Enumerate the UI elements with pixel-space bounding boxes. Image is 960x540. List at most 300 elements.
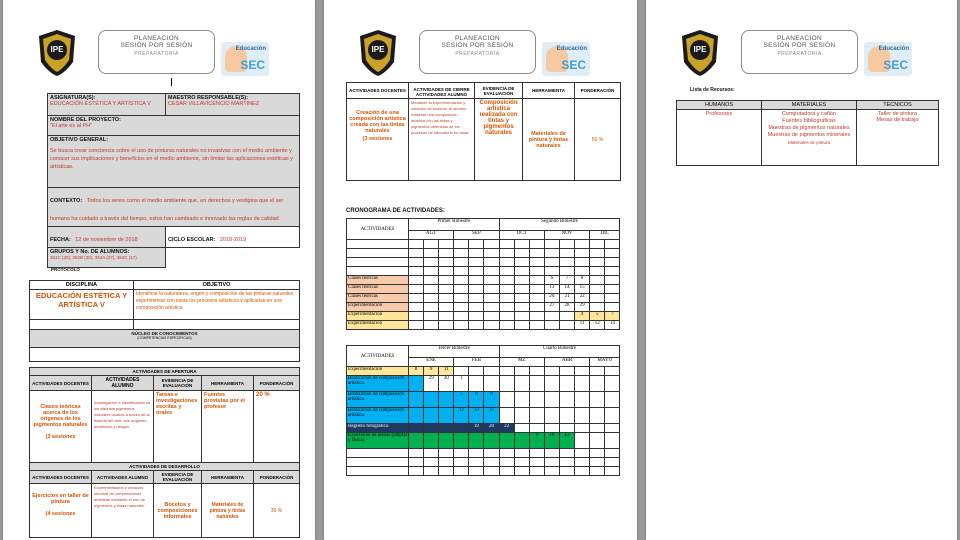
grid-cell — [590, 267, 605, 276]
grid-cell — [409, 449, 424, 458]
header-level: PREPARATORIA — [777, 51, 822, 57]
grid-cell — [439, 303, 454, 312]
grid-cell: 11 — [439, 367, 454, 376]
grid-cell — [409, 433, 424, 449]
grid-cell — [424, 249, 439, 258]
grid-cell — [439, 408, 454, 424]
desarrollo-ponderacion: 30 % — [254, 484, 300, 538]
grid-cell — [469, 249, 484, 258]
sec-logo-text: Educación — [878, 46, 909, 52]
grid-empty-row — [347, 249, 620, 258]
cierre-docente: Creación de una composición artística creada con las tintas naturales — [349, 110, 406, 134]
asignatura-label: ASIGNATURA(S): — [50, 95, 96, 101]
apertura-table — [29, 367, 300, 538]
document-page-3 — [646, 0, 957, 540]
grid-cell — [347, 467, 409, 476]
grid-cell — [454, 240, 469, 249]
grid-cell — [409, 276, 424, 285]
grid-cell — [499, 408, 514, 424]
humanos-item: Profesores — [705, 111, 733, 117]
grid-cell — [347, 267, 409, 276]
grid-cell — [484, 258, 499, 267]
grid-cell — [529, 258, 544, 267]
grid-cell — [424, 408, 439, 424]
grid-cell — [469, 276, 484, 285]
grid-cell — [439, 458, 454, 467]
grid-cell — [590, 303, 605, 312]
apertura-evidencia: Tareas e investigaciones escritas y orales — [154, 391, 202, 463]
grid-cell — [424, 240, 439, 249]
header-level: PREPARATORIA — [455, 51, 500, 57]
grid-row — [347, 321, 620, 330]
grid-cell — [529, 267, 544, 276]
grid-row-label: Experimentación — [347, 312, 409, 321]
grid-cell — [439, 449, 454, 458]
grid-cell: 5 — [590, 312, 605, 321]
grid-cell — [544, 267, 559, 276]
grid-cell — [590, 449, 605, 458]
grid-cell — [409, 321, 424, 330]
materiales-item: Fuentes bibliográficas — [782, 118, 836, 124]
grid-cell — [544, 367, 559, 376]
grid-row-label: Experimentación — [347, 367, 409, 376]
grid-actividades-header: ACTIVIDADES — [347, 346, 409, 367]
grid-cell — [605, 376, 620, 392]
grid-cell — [590, 276, 605, 285]
grid-cell — [514, 240, 529, 249]
grid-cell — [590, 376, 605, 392]
grid-cell — [469, 433, 484, 449]
grid-cell — [514, 376, 529, 392]
proyecto-value: "El arte es al PH" — [50, 123, 93, 129]
grid-cell: 12 — [559, 433, 574, 449]
sec-logo-acronym: SEC — [883, 58, 908, 72]
grid-cell — [514, 258, 529, 267]
grid-cell — [575, 424, 590, 433]
header-subtitle: SESIÓN POR SESIÓN — [120, 42, 193, 49]
grid-cell — [590, 424, 605, 433]
grid-cell — [469, 449, 484, 458]
header-box — [741, 30, 858, 74]
grid-cell — [454, 458, 469, 467]
grid-cell — [484, 433, 499, 449]
grid-cell — [605, 240, 620, 249]
grid-cell — [544, 424, 559, 433]
grid-cell — [439, 276, 454, 285]
sec-logo-text: Educación — [556, 46, 587, 52]
asignatura-value: EDUCACIÓN ESTÉTICA Y ARTÍSTICA V — [50, 101, 151, 107]
materiales-list — [762, 110, 857, 166]
cronograma-label: CRONOGRAMA DE ACTIVIDADES: — [346, 208, 445, 214]
grid-cell — [347, 240, 409, 249]
grid-cell — [484, 240, 499, 249]
grid-cell: 20 — [544, 294, 559, 303]
grid-cell — [499, 276, 514, 285]
grid-cell — [575, 408, 590, 424]
grid-cell — [575, 240, 590, 249]
grid-cell: 6 — [544, 276, 559, 285]
grid-row-label: Clases teóricas — [347, 294, 409, 303]
desarrollo-evidencia: Bocetos y composiciones informales — [154, 484, 202, 538]
grid-cell — [409, 376, 424, 392]
grid-cell — [559, 449, 574, 458]
tecnicos-item: Taller de pintura — [877, 111, 918, 117]
grid-cell — [514, 449, 529, 458]
grid-cell — [575, 449, 590, 458]
grid-cell: 10 — [544, 433, 559, 449]
grid-cell — [409, 240, 424, 249]
grid-cell — [454, 276, 469, 285]
grid-month-header: AGT — [409, 231, 454, 240]
col-actividades-docentes: ACTIVIDADES DOCENTES — [30, 471, 92, 484]
document-page-1 — [3, 0, 315, 540]
grid-cell — [529, 408, 544, 424]
grid-month-header: NOV — [544, 231, 589, 240]
grid-cell — [544, 321, 559, 330]
grid-cell — [484, 321, 499, 330]
grid-row-label: Experimentación — [347, 321, 409, 330]
grid-cell: 27 — [544, 303, 559, 312]
grid-row — [347, 303, 620, 312]
grid-row — [347, 424, 620, 433]
grid-cell — [439, 467, 454, 476]
grid-cell — [559, 240, 574, 249]
grid-cell: 14 — [559, 285, 574, 294]
grid-cell — [347, 258, 409, 267]
cierre-evidencia: Composición artística realizada con tintas y pigmentos naturales — [475, 99, 523, 181]
grid-cell — [484, 449, 499, 458]
grid-cell: 21 — [559, 294, 574, 303]
grupos-label: GRUPOS Y No. DE ALUMNOS: — [50, 249, 130, 255]
grid-cell — [605, 267, 620, 276]
grid-bimester-header: Primer Bimestre — [409, 219, 500, 231]
apertura-herramienta: Fuentes provistas por el profesor — [202, 391, 254, 463]
grid-cell — [559, 467, 574, 476]
cierre-header: ACTIVIDADES DE CIERRE — [413, 87, 470, 92]
materiales-item: Materiales de pintura — [787, 140, 831, 145]
grid-cell — [469, 303, 484, 312]
grid-cell — [347, 249, 409, 258]
protocolo-label: PROTOCOLO — [51, 267, 80, 272]
grid-month-header: MAYO — [590, 358, 620, 367]
grid-cell — [454, 267, 469, 276]
grid-cell — [499, 258, 514, 267]
grid-bimester-header: Segundo Bimestre — [499, 219, 620, 231]
grid-cell — [544, 408, 559, 424]
grid-cell — [529, 424, 544, 433]
grid-cell — [605, 367, 620, 376]
grid-cell: 13 — [469, 408, 484, 424]
grid-cell — [605, 303, 620, 312]
header-subtitle: SESIÓN POR SESIÓN — [441, 42, 514, 49]
grid-cell — [605, 467, 620, 476]
grid-cell — [439, 433, 454, 449]
cierre-alumno: Mediante la experimentación y creación de bocetos, el alumno realizará una composición artística con las tintas y pigmentos obtenidos de los procesos de laboratorio en clase — [409, 99, 475, 181]
header-box — [419, 30, 536, 74]
grid-cell — [590, 258, 605, 267]
grid-cell: 12 — [590, 321, 605, 330]
grid-row — [347, 408, 620, 424]
grid-cell — [529, 376, 544, 392]
desarrollo-alumno: Experimentación y creación informal de composiciones artísticas mediante el uso de pigmentos y tintas naturales — [92, 484, 154, 538]
cronograma-table-1 — [346, 218, 620, 330]
grid-empty-row — [347, 258, 620, 267]
grid-cell — [424, 303, 439, 312]
grid-actividades-header: ACTIVIDADES — [347, 219, 409, 240]
grid-cell — [529, 321, 544, 330]
grid-cell — [499, 433, 514, 449]
grid-cell — [605, 392, 620, 408]
grid-cell — [439, 321, 454, 330]
grid-cell — [514, 294, 529, 303]
grid-cell: 11 — [575, 321, 590, 330]
grid-cell — [559, 367, 574, 376]
grid-cell — [409, 408, 424, 424]
grid-cell: 20 — [484, 424, 499, 433]
grid-cell — [424, 458, 439, 467]
grid-cell — [454, 294, 469, 303]
grid-cell — [605, 424, 620, 433]
grid-cell — [424, 424, 439, 433]
grid-cell — [469, 321, 484, 330]
grid-bimester-header: Tercer Bimestre — [409, 346, 500, 358]
grid-cell — [559, 458, 574, 467]
grid-cell — [575, 376, 590, 392]
maestro-label: MAESTRO RESPONSABLE(S): — [168, 95, 249, 101]
grid-month-header: DIC — [590, 231, 620, 240]
grid-cell — [544, 258, 559, 267]
col-actividades-alumno: ACTIVIDADES ALUMNO — [92, 471, 154, 484]
grid-row-label: Realización de composición artística — [347, 408, 409, 424]
col-evidencia: EVIDENCIA DE EVALUACIÓN — [154, 376, 202, 391]
grid-cell — [439, 258, 454, 267]
grid-cell: 15 — [484, 408, 499, 424]
grid-row-label: Experimentación — [347, 303, 409, 312]
grid-cell — [559, 424, 574, 433]
grid-cell — [424, 258, 439, 267]
grid-cell — [439, 240, 454, 249]
grid-row — [347, 276, 620, 285]
col-materiales: MATERIALES — [762, 101, 857, 110]
grid-cell — [499, 467, 514, 476]
grid-empty-row — [347, 467, 620, 476]
grid-cell — [454, 249, 469, 258]
grid-cell — [514, 321, 529, 330]
grid-row-label: Clases teóricas — [347, 285, 409, 294]
logo-text: IPE — [371, 45, 385, 54]
grid-cell — [454, 285, 469, 294]
grid-cell — [529, 249, 544, 258]
grid-cell — [544, 312, 559, 321]
grid-cell — [409, 249, 424, 258]
grid-cell — [469, 458, 484, 467]
grid-cell — [484, 267, 499, 276]
grid-cell — [605, 294, 620, 303]
grid-cell — [575, 249, 590, 258]
grid-cell — [514, 267, 529, 276]
cierre-sesiones: (3 sesiones — [362, 136, 393, 142]
grid-cell — [590, 249, 605, 258]
project-info-table — [47, 93, 300, 268]
grid-cell: 29 — [424, 376, 439, 392]
grid-cell — [469, 376, 484, 392]
grid-cell — [529, 312, 544, 321]
ciclo-label: CICLO ESCOLAR: — [168, 237, 216, 243]
desarrollo-docente: Ejercicios en taller de pintura — [32, 493, 89, 505]
grid-cell — [484, 285, 499, 294]
materiales-item: Muestras de pigmentos minerales — [767, 132, 851, 138]
grid-cell — [590, 240, 605, 249]
grid-cell — [499, 249, 514, 258]
grid-cell — [484, 312, 499, 321]
grid-cell — [605, 408, 620, 424]
grid-month-header: OCT — [499, 231, 544, 240]
cierre-ponderacion: 50 % — [575, 99, 621, 181]
col-tecnicos: TECNICOS — [857, 101, 939, 110]
discipline-table — [29, 280, 300, 362]
col-herramienta: HERRAMIENTA — [523, 83, 575, 99]
grid-cell — [559, 376, 574, 392]
grid-cell: 4 — [575, 312, 590, 321]
grid-cell — [514, 424, 529, 433]
ipe-logo — [678, 28, 722, 78]
grid-cell: 6 — [469, 392, 484, 408]
grid-cell — [347, 458, 409, 467]
grid-cell — [529, 392, 544, 408]
grid-cell — [529, 276, 544, 285]
grid-cell — [590, 392, 605, 408]
grid-cell — [469, 294, 484, 303]
logo-text: IPE — [50, 45, 64, 54]
grid-cell — [529, 458, 544, 467]
grid-empty-row — [347, 458, 620, 467]
grupos-value: 361C (30), 362B (30), 363A (27), 364C (17) — [50, 255, 137, 260]
grid-cell — [499, 303, 514, 312]
proyecto-label: NOMBRE DEL PROYECTO: — [50, 117, 121, 123]
grid-cell — [499, 321, 514, 330]
col-ponderacion: PONDERACIÓN — [575, 83, 621, 99]
header-level: PREPARATORIA — [134, 51, 179, 57]
grid-cell — [484, 458, 499, 467]
grid-cell — [409, 285, 424, 294]
grid-cell — [409, 303, 424, 312]
grid-cell — [544, 467, 559, 476]
grid-cell — [439, 392, 454, 408]
grid-cell: 8 — [575, 276, 590, 285]
grid-cell — [499, 367, 514, 376]
grid-month-header: ABR — [544, 358, 589, 367]
grid-cell — [439, 267, 454, 276]
grid-cell — [424, 294, 439, 303]
grid-cell — [484, 249, 499, 258]
grid-row — [347, 312, 620, 321]
grid-cell — [424, 392, 439, 408]
grid-cell — [499, 240, 514, 249]
grid-cell — [544, 449, 559, 458]
nucleo-label: NÚCLEO DE CONOCIMIENTOS — [131, 331, 198, 336]
grid-cell: 8 — [409, 367, 424, 376]
desarrollo-sesiones: (4 sesiones — [45, 511, 76, 517]
grid-cell: 9 — [529, 433, 544, 449]
grid-cell — [424, 467, 439, 476]
grid-cell — [605, 276, 620, 285]
grid-cell: 7 — [605, 312, 620, 321]
grid-cell — [514, 312, 529, 321]
grid-cell — [544, 392, 559, 408]
recursos-label: Lista de Recursos: — [690, 87, 735, 93]
grid-cell — [559, 321, 574, 330]
grid-cell: 7 — [559, 276, 574, 285]
grid-cell — [469, 240, 484, 249]
objetivo-header: OBJETIVO — [134, 281, 300, 290]
desarrollo-herramienta: Materiales de pintura y tintas naturales — [202, 484, 254, 538]
grid-row — [347, 294, 620, 303]
grid-cell: 1 — [454, 376, 469, 392]
grid-cell — [454, 367, 469, 376]
ipe-logo — [35, 28, 79, 78]
grid-cell — [409, 424, 424, 433]
grid-cell — [484, 303, 499, 312]
grid-cell — [424, 321, 439, 330]
cierre-table — [346, 82, 621, 181]
materiales-item: Computadora y cañón — [781, 111, 837, 117]
grid-cell — [575, 467, 590, 476]
grid-cell — [439, 312, 454, 321]
grid-cell — [529, 240, 544, 249]
grid-cell: 14 — [605, 321, 620, 330]
grid-cell — [590, 458, 605, 467]
cronograma-table-2 — [346, 345, 620, 476]
grid-row — [347, 392, 620, 408]
grid-cell — [529, 467, 544, 476]
grid-cell: 22 — [575, 294, 590, 303]
grid-cell — [484, 276, 499, 285]
grid-row — [347, 433, 620, 449]
col-evidencia: EVIDENCIA DE EVALUACIÓN — [475, 83, 523, 99]
grid-cell — [514, 433, 529, 449]
objetivo-label: OBJETIVO GENERAL: — [50, 137, 109, 143]
grid-cell — [590, 285, 605, 294]
header-title: PLANEACION — [455, 35, 500, 42]
grid-cell — [469, 367, 484, 376]
apertura-docente: Clases teóricas acerca de los orígenes de los pigmentos naturales — [33, 404, 88, 428]
grid-cell — [605, 285, 620, 294]
grid-cell — [514, 467, 529, 476]
grid-row-label: Exposición de piezas (Digital y física) — [347, 433, 409, 449]
col-actividades-alumno: ACTIVIDADES ALUMNO — [415, 92, 468, 97]
grid-cell — [454, 424, 469, 433]
grid-cell — [484, 376, 499, 392]
grid-cell — [409, 294, 424, 303]
grid-cell — [590, 408, 605, 424]
grid-empty-row — [347, 240, 620, 249]
tecnicos-item: Mesas de trabajo — [876, 117, 919, 123]
grid-cell — [499, 449, 514, 458]
logo-text: IPE — [693, 45, 707, 54]
grid-cell — [575, 458, 590, 467]
apertura-sesiones: (3 sesiones — [45, 434, 76, 440]
grid-cell: 15 — [575, 285, 590, 294]
grid-cell — [439, 285, 454, 294]
grid-cell — [469, 312, 484, 321]
contexto-value: Todos los seres como el medio ambiente que, en derechos y vestigios que el ser humano ha cuidado a través del tiempo, estos han cambiado e innovado las reglas de calidad — [50, 198, 284, 222]
grid-cell: 8 — [484, 392, 499, 408]
grid-cell: 28 — [559, 303, 574, 312]
grid-cell — [454, 467, 469, 476]
apertura-header: ACTIVIDADES DE APERTURA — [30, 368, 300, 376]
sec-logo — [864, 42, 912, 76]
grid-empty-row — [347, 267, 620, 276]
